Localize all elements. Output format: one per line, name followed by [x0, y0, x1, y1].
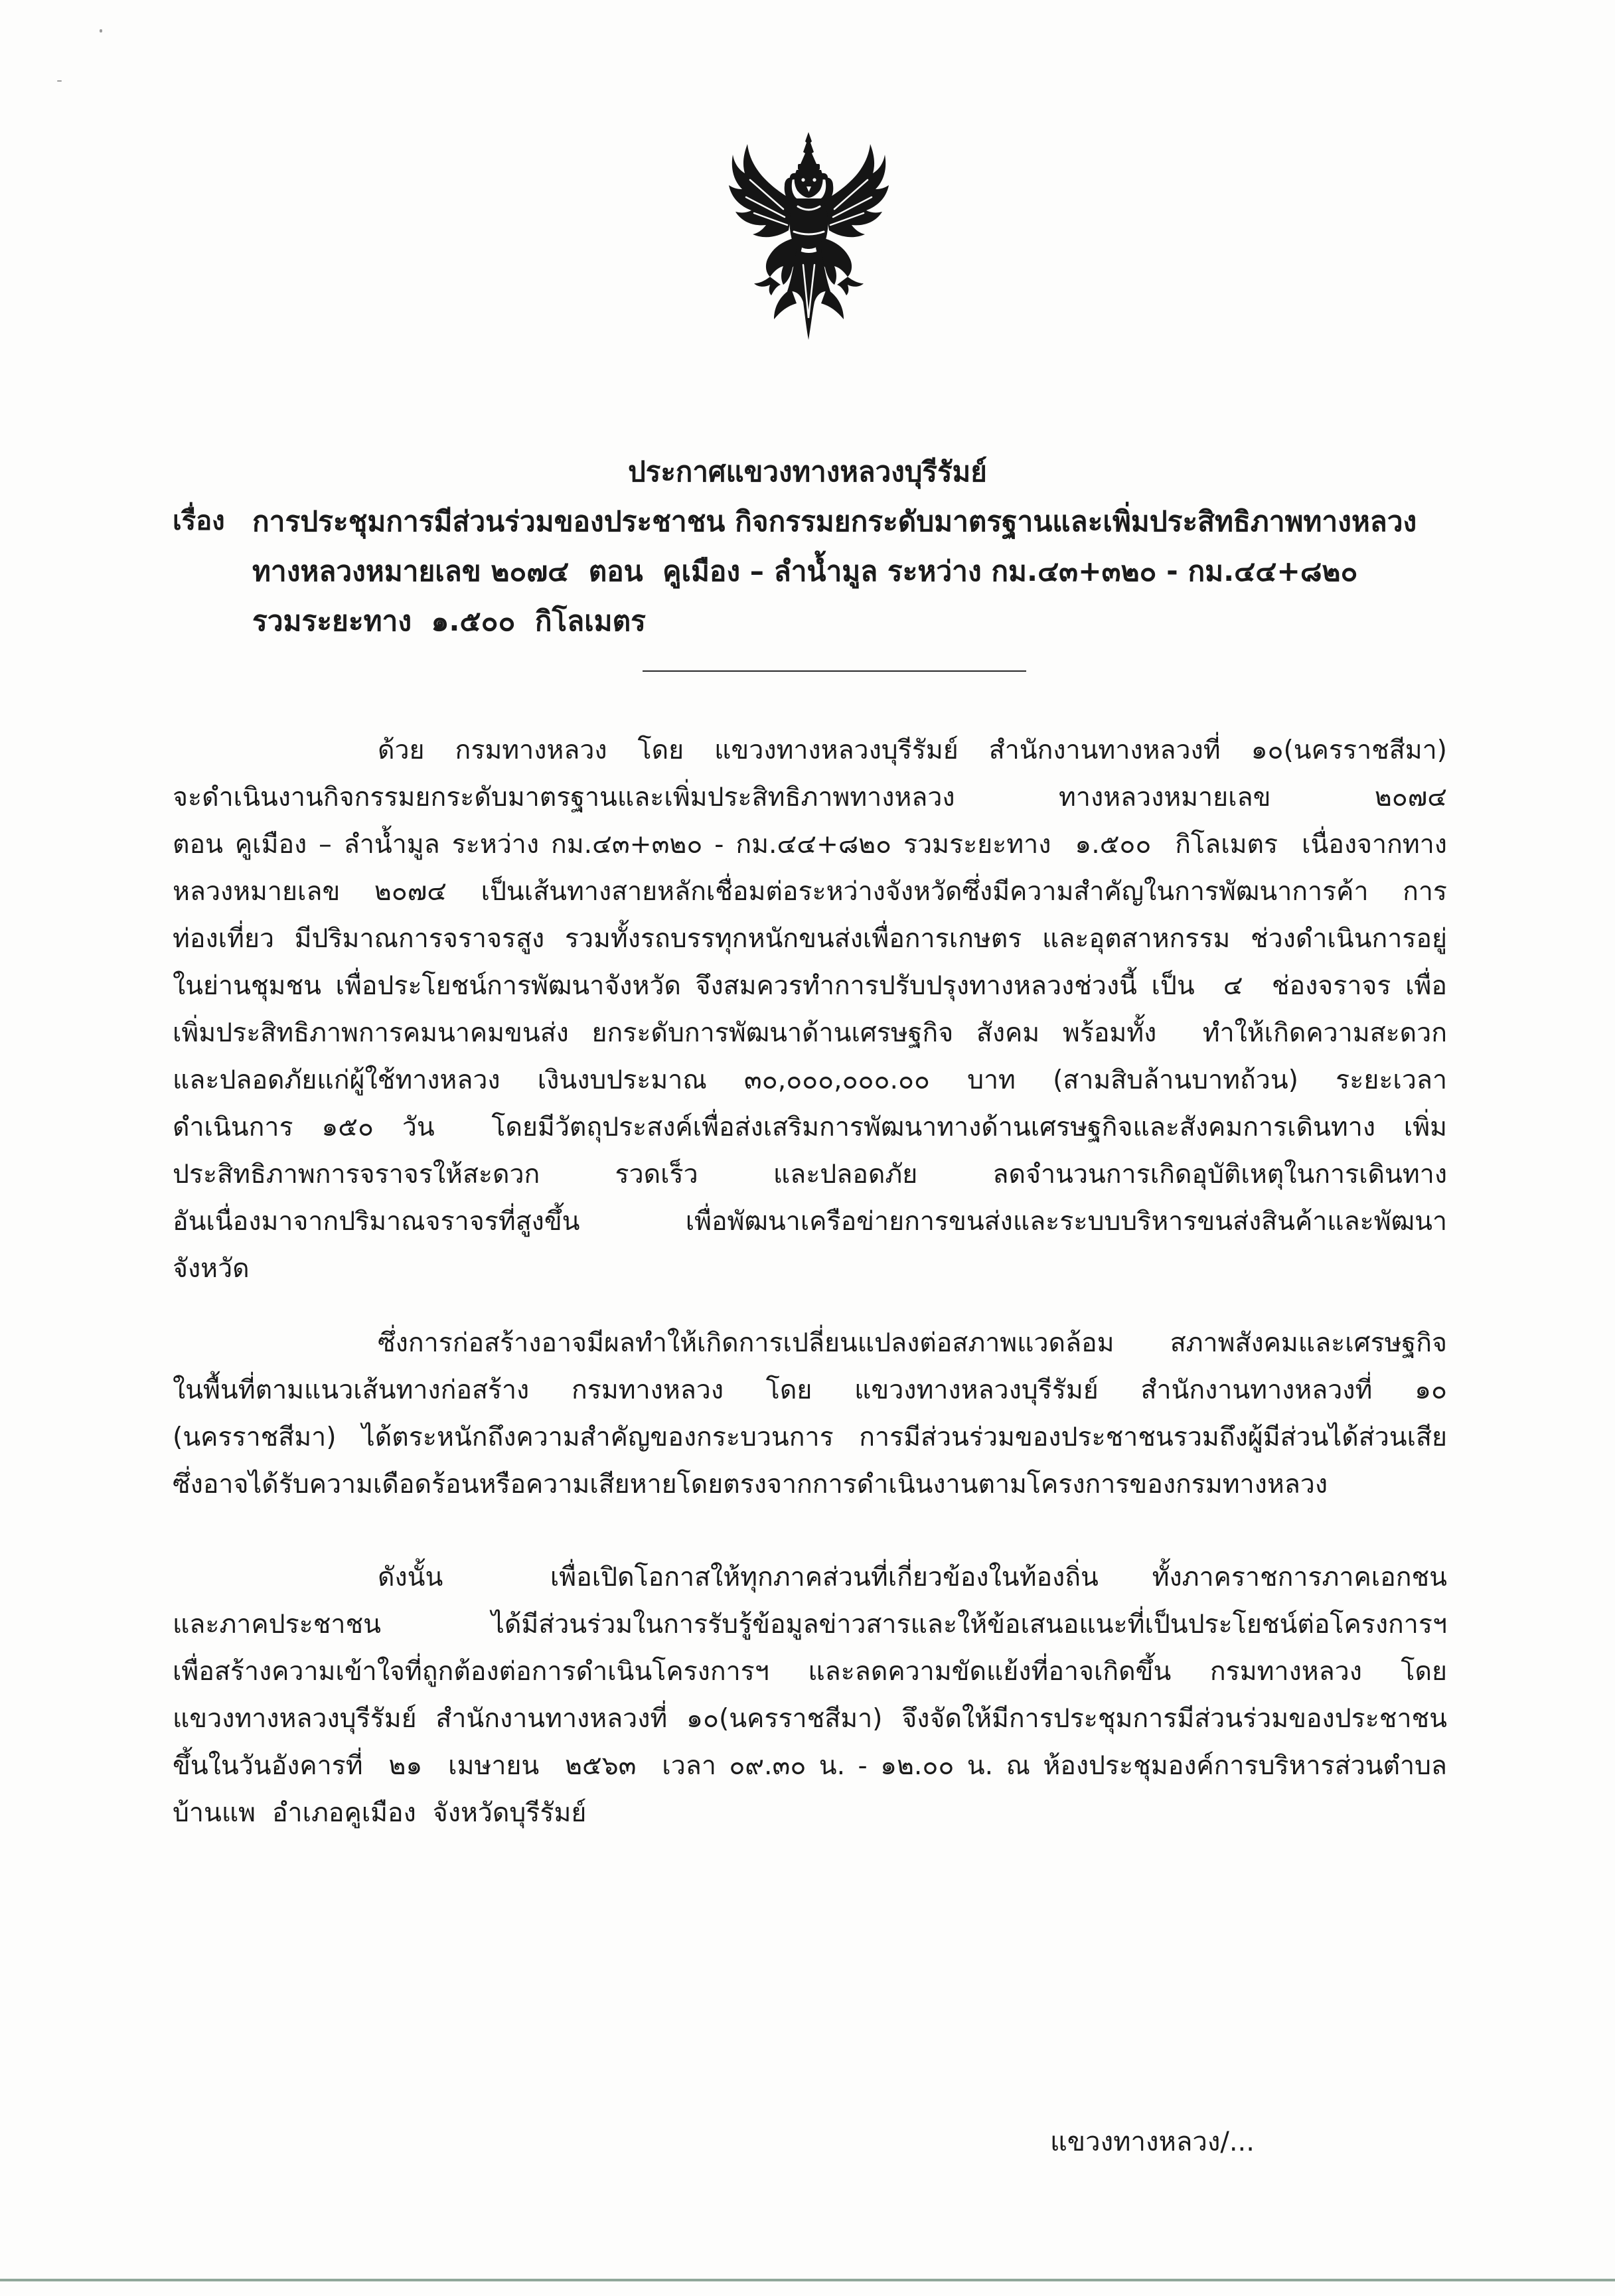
- emblem-claw-left: [754, 277, 781, 295]
- body-line: บ้านแพ อำเภอคูเมือง จังหวัดบุรีรัมย์: [173, 1798, 587, 1828]
- scan-speck: [100, 29, 102, 33]
- body-line: เพิ่มประสิทธิภาพการคมนาคมขนส่ง ยกระดับการพัฒนาด้านเศรษฐกิจ สังคม พร้อมทั้ง ทำให้เกิดความสะดวก: [173, 1018, 1447, 1048]
- garuda-emblem: [728, 132, 890, 340]
- emblem-crown-band: [798, 164, 820, 170]
- emblem-crown: [801, 132, 816, 164]
- separator-line: [643, 670, 1026, 672]
- body-line: แขวงทางหลวงบุรีรัมย์ สำนักงานทางหลวงที่ ๑๐(นครราชสีมา) จึงจัดให้มีการประชุมการมีส่วนร่วมของประชาชน: [173, 1704, 1447, 1734]
- subject-line: ทางหลวงหมายเลข ๒๐๗๔ ตอน คูเมือง – ลำน้ำมูล ระหว่าง กม.๔๓+๓๒๐ - กม.๔๔+๘๒๐: [252, 555, 1358, 587]
- emblem-flame-left: [774, 289, 797, 319]
- emblem-head: [795, 170, 823, 198]
- body-paragraph-2: [173, 1320, 1447, 1508]
- subject-text: [252, 497, 1447, 646]
- scan-bottom-edge: [0, 2279, 1615, 2281]
- body-line: ดังนั้น เพื่อเปิดโอกาสให้ทุกภาคส่วนที่เกี่ยวข้องในท้องถิ่น ทั้งภาคราชการภาคเอกชน: [378, 1563, 1447, 1592]
- body-line: อันเนื่องมาจากปริมาณจราจรที่สูงขึ้น เพื่อพัฒนาเครือข่ายการขนส่งและระบบบริหารขนส่งสินค้าและพัฒนา: [173, 1207, 1447, 1237]
- body-line: ท่องเที่ยว มีปริมาณการจราจรสูง รวมทั้งรถบรรทุกหนักขนส่งเพื่อการเกษตร และอุตสาหกรรม ช่วงดำเนินการอยู่: [173, 924, 1447, 954]
- subject-block: [173, 497, 1447, 646]
- continuation-note: แขวงทางหลวง/...: [1050, 2127, 1255, 2157]
- emblem-flame-right: [821, 289, 844, 319]
- body-line: จังหวัด: [173, 1254, 250, 1284]
- body-line: ตอน คูเมือง – ลำน้ำมูล ระหว่าง กม.๔๓+๓๒๐ - กม.๔๔+๘๒๐ รวมระยะทาง ๑.๕๐๐ กิโลเมตร เนื่องจากทาง: [173, 830, 1447, 860]
- subject-line: การประชุมการมีส่วนร่วมของประชาชน กิจกรรมยกระดับมาตรฐานและเพิ่มประสิทธิภาพทางหลวง: [252, 505, 1417, 538]
- body-line: ซึ่งการก่อสร้างอาจมีผลทำให้เกิดการเปลี่ยนแปลงต่อสภาพแวดล้อม สภาพสังคมและเศรษฐกิจ: [378, 1328, 1447, 1358]
- body-line: จะดำเนินงานกิจกรรมยกระดับมาตรฐานและเพิ่มประสิทธิภาพทางหลวง ทางหลวงหมายเลข ๒๐๗๔: [173, 783, 1447, 812]
- body-paragraph-3: [173, 1554, 1447, 1837]
- body-line: ซึ่งอาจได้รับความเดือดร้อนหรือความเสียหายโดยตรงจากการดำเนินงานตามโครงการของกรมทางหลวง: [173, 1470, 1328, 1499]
- body-line: ดำเนินการ ๑๕๐ วัน โดยมีวัตถุประสงค์เพื่อส่งเสริมการพัฒนาทางด้านเศรษฐกิจและสังคมการเดินทาง เพิ่ม: [173, 1112, 1447, 1142]
- body-line: และปลอดภัยแก่ผู้ใช้ทางหลวง เงินงบประมาณ ๓๐,๐๐๐,๐๐๐.๐๐ บาท (สามสิบล้านบาทถ้วน) ระยะเวลา: [173, 1065, 1447, 1095]
- subject-label: เรื่อง: [173, 506, 225, 536]
- body-paragraph-1: [173, 727, 1447, 1292]
- subject-line: รวมระยะทาง ๑.๕๐๐ กิโลเมตร: [252, 605, 646, 637]
- body-line: เพื่อสร้างความเข้าใจที่ถูกต้องต่อการดำเนินโครงการฯ และลดความขัดแย้งที่อาจเกิดขึ้น กรมทางหลวง โดย: [173, 1657, 1447, 1687]
- body-line: ในพื้นที่ตามแนวเส้นทางก่อสร้าง กรมทางหลวง โดย แขวงทางหลวงบุรีรัมย์ สำนักงานทางหลวงที่ ๑๐: [173, 1375, 1447, 1405]
- body-line: ด้วย กรมทางหลวง โดย แขวงทางหลวงบุรีรัมย์ สำนักงานทางหลวงที่ ๑๐(นครราชสีมา): [378, 735, 1447, 765]
- announcement-title: ประกาศแขวงทางหลวงบุรีรัมย์: [628, 455, 987, 488]
- body-line: (นครราชสีมา) ได้ตระหนักถึงความสำคัญของกระบวนการ การมีส่วนร่วมของประชาชนรวมถึงผู้มีส่วนได้ส่วนเสีย: [173, 1422, 1447, 1452]
- body-line: ในย่านชุมชน เพื่อประโยชน์การพัฒนาจังหวัด จึงสมควรทำการปรับปรุงทางหลวงช่วงนี้ เป็น ๔ ช่องจราจร เพื่อ: [173, 971, 1447, 1001]
- scan-speck: [57, 80, 62, 82]
- emblem-claw-right: [837, 277, 864, 295]
- body-line: หลวงหมายเลข ๒๐๗๔ เป็นเส้นทางสายหลักเชื่อมต่อระหว่างจังหวัดซึ่งมีความสำคัญในการพัฒนาการค้า การ: [173, 877, 1447, 907]
- body-line: และภาคประชาชน ได้มีส่วนร่วมในการรับรู้ข้อมูลข่าวสารและให้ข้อเสนอแนะที่เป็นประโยชน์ต่อโครงการฯ: [173, 1610, 1447, 1640]
- body-line: ประสิทธิภาพการจราจรให้สะดวก รวดเร็ว และปลอดภัย ลดจำนวนการเกิดอุบัติเหตุในการเดินทาง: [173, 1160, 1447, 1189]
- body-line: ขึ้นในวันอังคารที่ ๒๑ เมษายน ๒๕๖๓ เวลา ๐๙.๓๐ น. - ๑๒.๐๐ น. ณ ห้องประชุมองค์การบริหารส่วนตำบล: [173, 1751, 1447, 1781]
- garuda-emblem-icon: [728, 132, 890, 340]
